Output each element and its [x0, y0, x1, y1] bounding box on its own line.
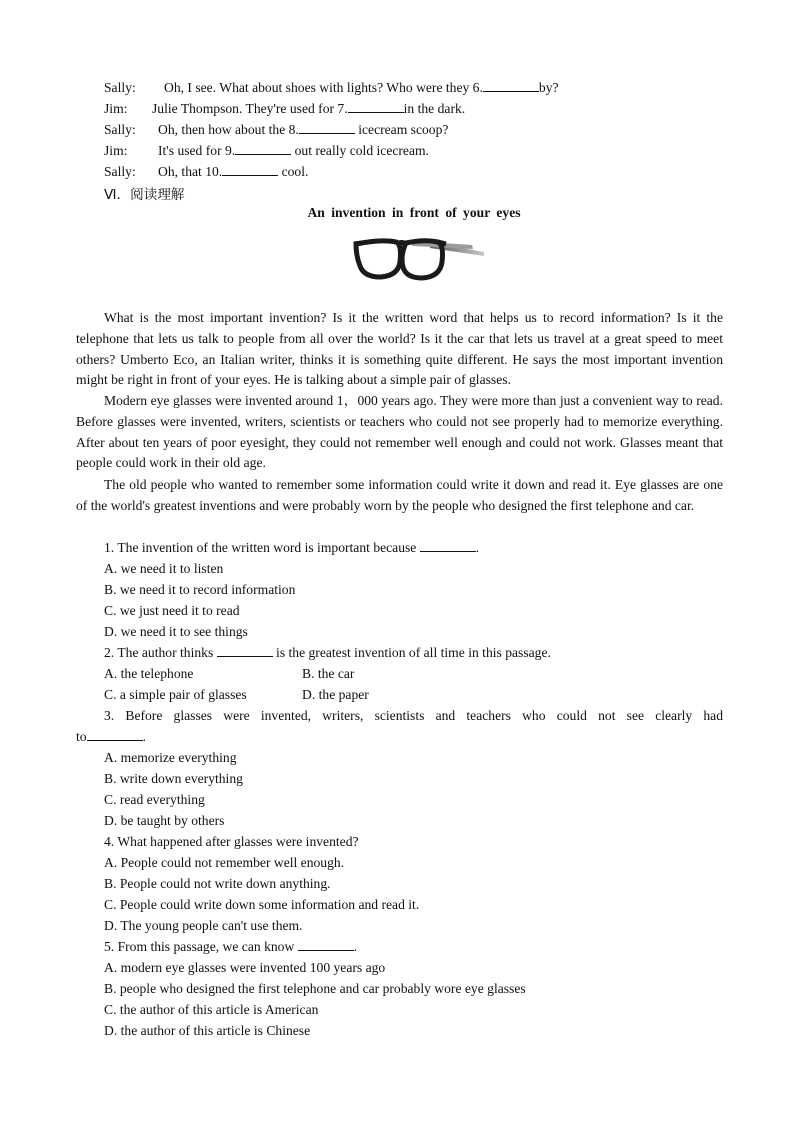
option[interactable]: C. a simple pair of glasses — [104, 687, 247, 702]
question-stem: 4. What happened after glasses were invented? — [104, 834, 359, 849]
question-text: 2. The author thinks — [104, 645, 217, 660]
dialogue-line — [104, 79, 559, 97]
paragraph: The old people who wanted to remember some information could write it down and read it. Eye glasses are one of the world's greatest inventions and were probably worn by the people who designed the first telephone and car. — [76, 477, 723, 513]
speaker: Sally: — [104, 80, 136, 95]
question-text: to — [76, 729, 87, 744]
question-text: 5. From this passage, we can know — [104, 939, 298, 954]
answer-blank[interactable] — [483, 79, 539, 92]
dialogue-text: in the dark. — [403, 101, 466, 116]
option[interactable]: B. we need it to record information — [104, 582, 296, 597]
dialogue-line — [104, 142, 429, 160]
speaker: Jim: — [104, 101, 128, 116]
question-text: . — [475, 540, 480, 555]
question-text: 1. The invention of the written word is important because — [104, 540, 420, 555]
option[interactable]: C. read everything — [104, 792, 205, 807]
answer-blank[interactable] — [217, 644, 273, 657]
dialogue-text: cool. — [278, 164, 309, 179]
paragraph: Modern eye glasses were invented around 1，000 years ago. They were more than just a convenient way to read. Before glasses were invented, writers, scientists or teachers who could not see properly had to memorize everything. After about ten years of poor eyesight, they could not remember well enough and could not work. Glasses meant that people could work in their old age. — [76, 393, 723, 471]
dialogue-line — [104, 163, 308, 181]
question-text: . — [142, 729, 146, 744]
paragraph: What is the most important invention? Is it the written word that helps us to record information? Is it the telephone that lets us talk to people from all over the world? Is it the car that lets us travel at a great speed to meet others? Umberto Eco, an Italian writer, thinks it is something quite different. He says the most important invention might be right in front of your eyes. He is talking about a simple pair of glasses. — [76, 310, 723, 388]
option[interactable]: A. the telephone — [104, 666, 194, 681]
dialogue-text: by? — [538, 80, 559, 95]
option[interactable]: B. the car — [302, 666, 355, 681]
option[interactable]: D. the paper — [302, 687, 369, 702]
speaker: Sally: — [104, 164, 136, 179]
dialogue-text: icecream scoop? — [354, 122, 449, 137]
option[interactable]: D. we need it to see things — [104, 624, 248, 639]
question-stem — [76, 728, 146, 746]
question-stem — [104, 539, 479, 557]
answer-blank[interactable] — [87, 728, 143, 741]
option[interactable]: A. modern eye glasses were invented 100 years ago — [104, 960, 386, 975]
option[interactable]: B. People could not write down anything. — [104, 876, 331, 891]
question-stem — [104, 938, 357, 956]
question-stem — [104, 644, 551, 662]
passage-title: An invention in front of your eyes — [307, 205, 521, 220]
section-heading: Ⅵ．阅读理解 — [104, 187, 185, 203]
dialogue-line — [104, 100, 465, 118]
dialogue-text: Julie Thompson. They're used for 7. — [152, 101, 348, 116]
option[interactable]: D. The young people can't use them. — [104, 918, 303, 933]
question-text: . — [353, 939, 358, 954]
option[interactable]: A. People could not remember well enough. — [104, 855, 345, 870]
dialogue-line — [104, 121, 448, 139]
dialogue-text: Oh, I see. What about shoes with lights? Who were they 6. — [164, 80, 483, 95]
option[interactable]: C. we just need it to read — [104, 603, 240, 618]
speaker: Jim: — [104, 143, 128, 158]
answer-blank[interactable] — [222, 163, 278, 176]
question-text: is the greatest invention of all time in this passage. — [272, 645, 551, 660]
answer-blank[interactable] — [299, 121, 355, 134]
question-stem: 3. Before glasses were invented, writers, scientists and teachers who could not see clearly had — [104, 708, 723, 723]
answer-blank[interactable] — [348, 100, 404, 113]
option[interactable]: C. People could write down some information and read it. — [104, 897, 420, 912]
option[interactable]: D. be taught by others — [104, 813, 225, 828]
dialogue-text: It's used for 9. — [158, 143, 236, 158]
answer-blank[interactable] — [235, 142, 291, 155]
speaker: Sally: — [104, 122, 136, 137]
answer-blank[interactable] — [420, 539, 476, 552]
option[interactable]: A. memorize everything — [104, 750, 237, 765]
option[interactable]: C. the author of this article is American — [104, 1002, 319, 1017]
answer-blank[interactable] — [298, 938, 354, 951]
dialogue-text: Oh, that 10. — [158, 164, 223, 179]
dialogue-text: out really cold icecream. — [291, 143, 429, 158]
option[interactable]: B. write down everything — [104, 771, 243, 786]
option[interactable]: D. the author of this article is Chinese — [104, 1023, 311, 1038]
dialogue-text: Oh, then how about the 8. — [158, 122, 299, 137]
eyeglasses-icon — [352, 232, 488, 284]
option[interactable]: A. we need it to listen — [104, 561, 224, 576]
option[interactable]: B. people who designed the first telephone and car probably wore eye glasses — [104, 981, 526, 996]
